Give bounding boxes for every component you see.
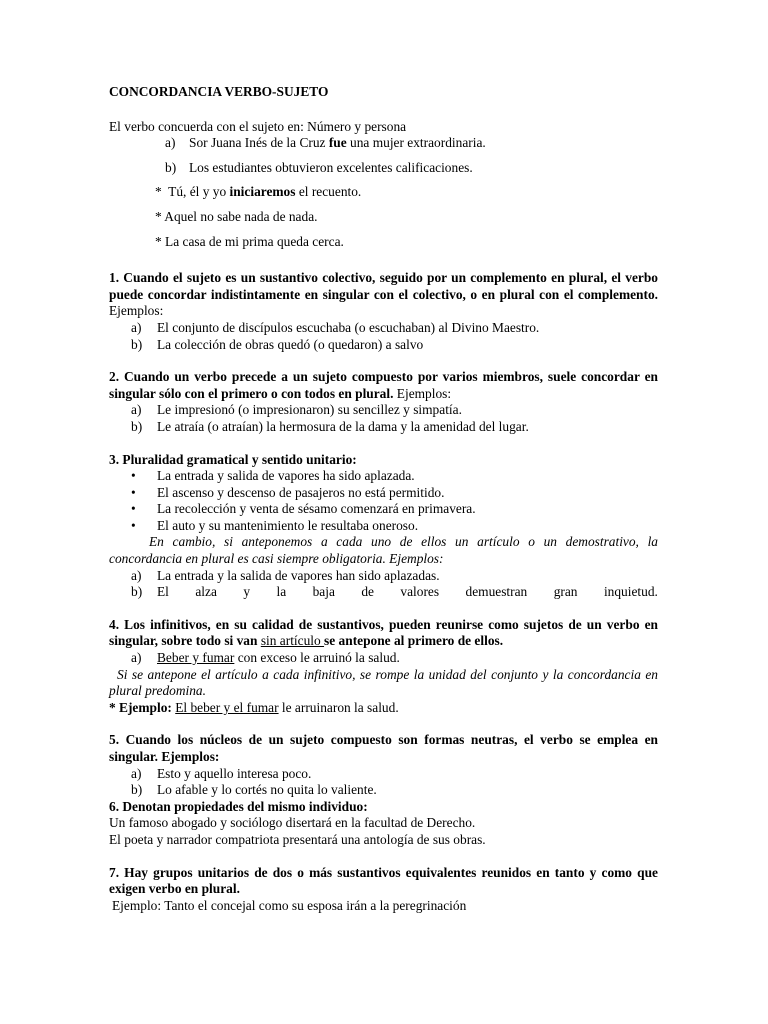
- rule-5-example-a: a) Esto y aquello interesa poco.: [131, 765, 312, 781]
- rule-3-example-a: a) La entrada y la salida de vapores han sido aplazadas.: [131, 567, 440, 583]
- bullet-icon: •: [131, 517, 136, 533]
- rule-3-example-b: b) El alza y la baja de valores demuestran gran inquietud.: [131, 584, 658, 600]
- rule-4-italic-note: Si se antepone el artículo a cada infinitivo, se rompe la unidad del conjunto y la concordancia en plural predomina.: [109, 666, 658, 699]
- rule-6-line-2: El poeta y narrador compatriota presentará una antología de sus obras.: [109, 831, 486, 847]
- rule-4-paragraph: 4. Los infinitivos, en su calidad de sustantivos, pueden reunirse como sujetos de un verbo en singular, sobre todo si van sin artículo se antepone al primero de ellos.: [109, 616, 658, 649]
- rule-5-paragraph: 5. Cuando los núcleos de un sujeto compuesto son formas neutras, el verbo se emplea en singular. Ejemplos:: [109, 732, 658, 764]
- rule-3-example-b-text: El alza y la baja de valores demuestran gran inquietud.: [157, 584, 658, 600]
- list-label: b): [165, 159, 177, 175]
- intro-star-example-1: * Tú, él y yo iniciaremos el recuento.: [155, 184, 362, 200]
- rule-6-heading: 6. Denotan propiedades del mismo individuo:: [109, 798, 368, 814]
- rule-1-example-b: b) La colección de obras quedó (o quedaron) a salvo: [131, 336, 424, 352]
- rule-1-example-a: a) El conjunto de discípulos escuchaba (o escuchaban) al Divino Maestro.: [131, 319, 540, 335]
- rule-3-bullet-item: • La entrada y salida de vapores ha sido aplazada.: [131, 468, 415, 484]
- rule-7-example: Ejemplo: Tanto el concejal como su esposa irán a la peregrinación: [112, 897, 467, 913]
- intro-text: El verbo concuerda con el sujeto en: Número y persona: [109, 118, 407, 134]
- rule-1-paragraph: 1. Cuando el sujeto es un sustantivo colectivo, seguido por un complemento en plural, el verbo puede concordar indistintamente en singular con el colectivo, o en plural con el complemento. Ejemplos:: [109, 270, 658, 319]
- rule-5-example-b: b) Lo afable y lo cortés no quita lo valiente.: [131, 782, 377, 798]
- intro-example-a: a) Sor Juana Inés de la Cruz fue una mujer extraordinaria.: [165, 135, 486, 151]
- rule-3-italic-note: En cambio, si anteponemos a cada uno de ellos un artículo o un demostrativo, la concordancia en plural es casi siempre obligatoria. Ejemplos:: [109, 534, 658, 567]
- rule-3-heading: 3. Pluralidad gramatical y sentido unitario:: [109, 451, 357, 467]
- rule-2-paragraph: 2. Cuando un verbo precede a un sujeto compuesto por varios miembros, suele concordar en singular sólo con el primero o con todos en plural. Ejemplos:: [109, 369, 658, 401]
- rule-7-paragraph: 7. Hay grupos unitarios de dos o más sustantivos equivalentes reunidos en tanto y como que exigen verbo en plural.: [109, 864, 658, 897]
- rule-3-bullet-item: • El auto y su mantenimiento le resultaba oneroso.: [131, 517, 419, 533]
- bullet-icon: •: [131, 484, 136, 500]
- rule-4-example-a: a) Beber y fumar con exceso le arruinó la salud.: [131, 650, 400, 666]
- intro-star-example-3: * La casa de mi prima queda cerca.: [155, 233, 344, 249]
- intro-example-b: b) Los estudiantes obtuvieron excelentes calificaciones.: [165, 159, 473, 175]
- rule-3-bullet-item: • El ascenso y descenso de pasajeros no está permitido.: [131, 484, 445, 500]
- document-title: CONCORDANCIA VERBO-SUJETO: [109, 84, 329, 99]
- rule-2-example-b: b) Le atraía (o atraían) la hermosura de la dama y la amenidad del lugar.: [131, 418, 529, 434]
- rule-4-example-line: * Ejemplo: El beber y el fumar le arruinaron la salud.: [109, 699, 399, 715]
- rule-3-bullet-item: • La recolección y venta de sésamo comenzará en primavera.: [131, 501, 476, 517]
- intro-star-example-2: * Aquel no sabe nada de nada.: [155, 208, 318, 224]
- rule-6-line-1: Un famoso abogado y sociólogo disertará en la facultad de Derecho.: [109, 815, 476, 831]
- bullet-icon: •: [131, 501, 136, 517]
- list-label: a): [165, 135, 176, 151]
- document-page: [109, 84, 658, 914]
- rule-2-example-a: a) Le impresionó (o impresionaron) su sencillez y simpatía.: [131, 402, 462, 418]
- bullet-icon: •: [131, 468, 136, 484]
